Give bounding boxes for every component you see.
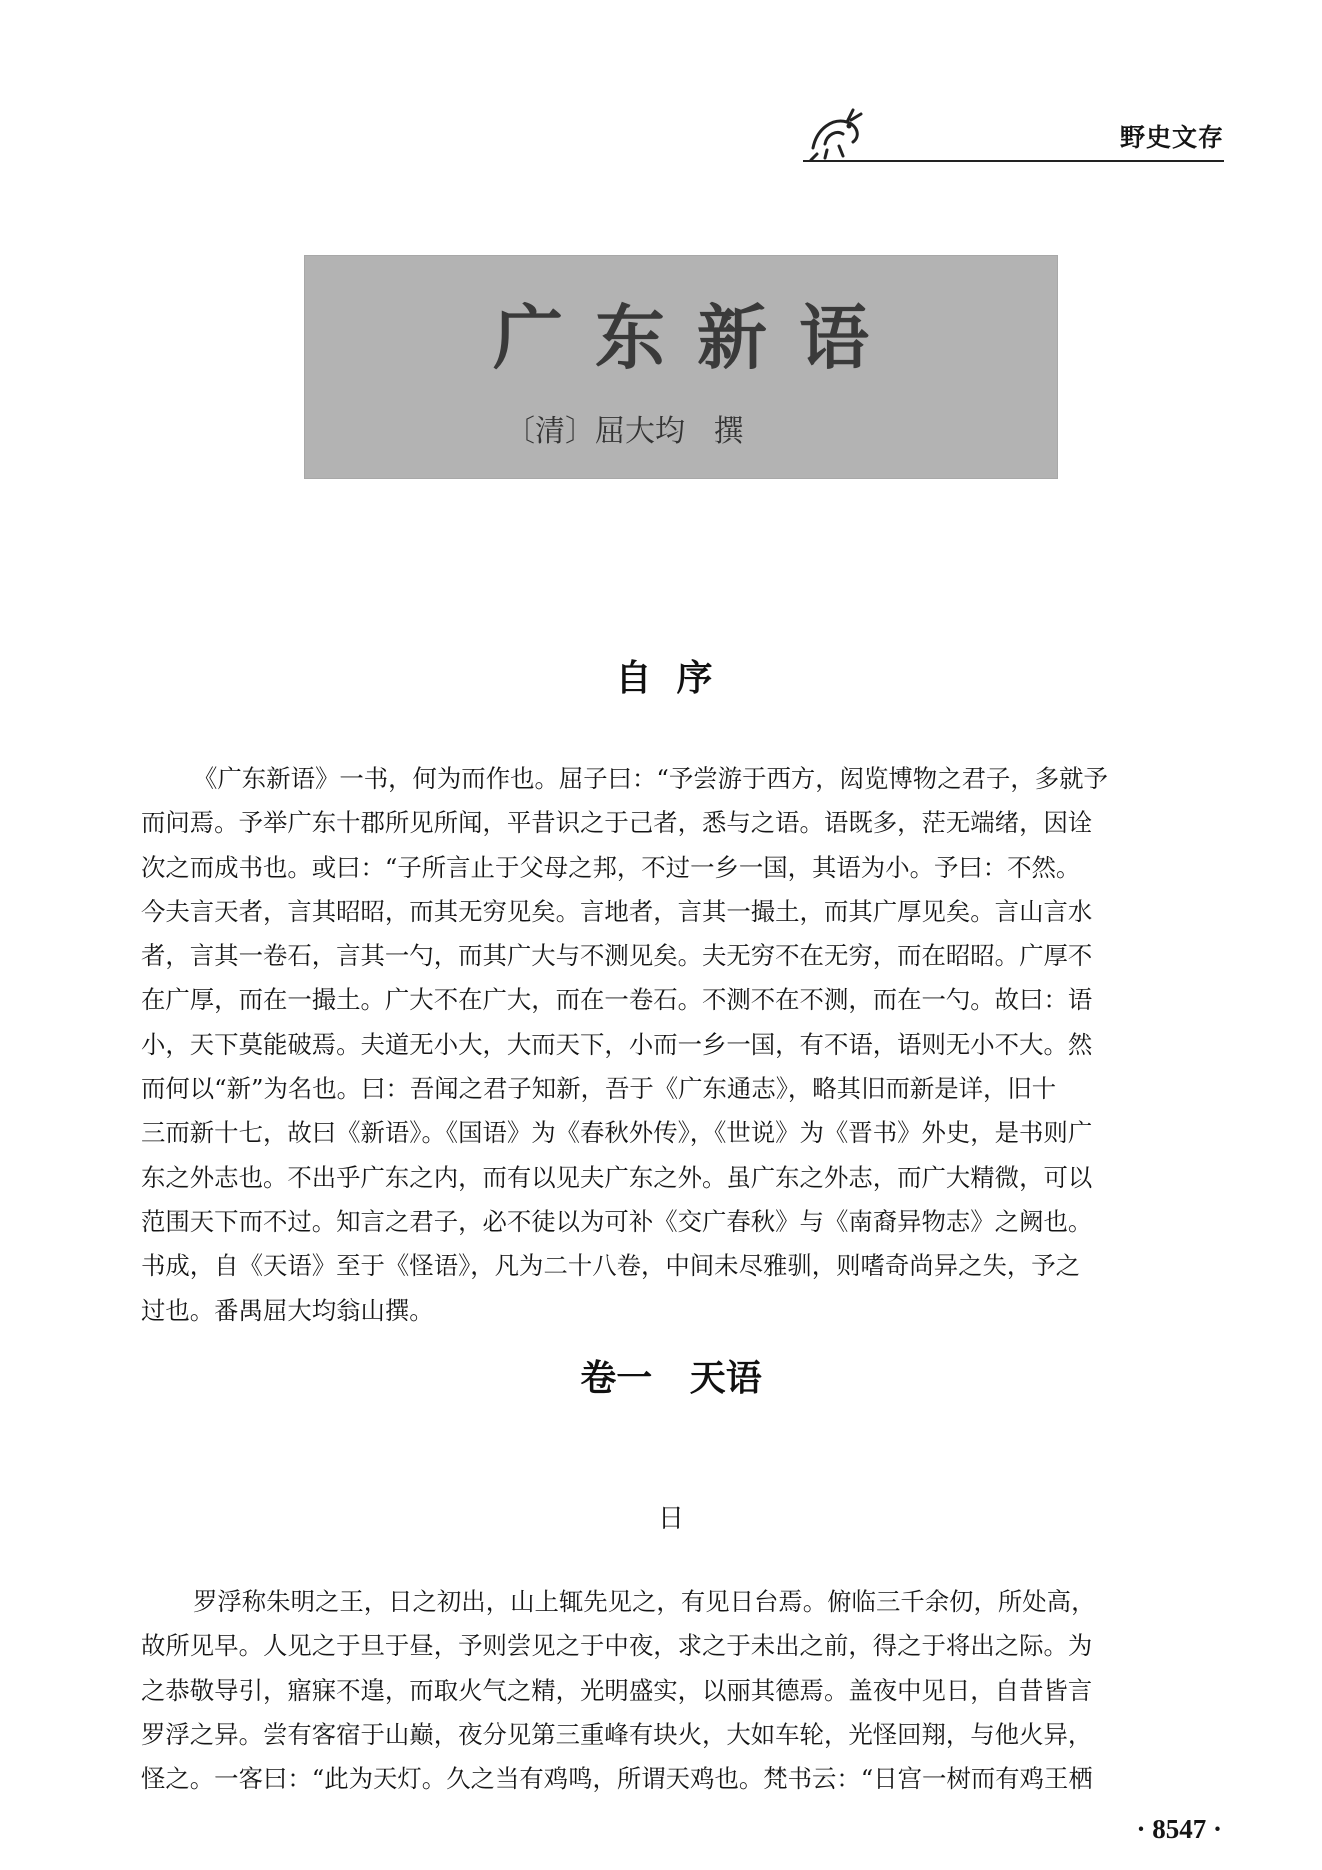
preface-line: 次之而成书也。或曰：“子所言止于父母之邦，不过一乡一国，其语为小。予曰：不然。 [141,852,1081,882]
preface-line: 小，天下莫能破焉。夫道无小大，大而天下，小而一乡一国，有不语，语则无小不大。然 [141,1029,1093,1059]
page-number: · 8547 · [1136,1814,1222,1844]
dragon-emblem-icon [803,98,869,164]
chapter-line: 之恭敬导引，寤寐不遑，而取火气之精，光明盛实，以丽其德焉。盖夜中见日，自昔皆言 [141,1675,1093,1705]
title-banner [305,256,1057,478]
preface-line: 书成，自《天语》至于《怪语》，凡为二十八卷，中间未尽雅驯，则嗜奇尚异之失，予之 [141,1251,1081,1281]
chapter-line: 故所见早。人见之于旦于昼，予则尝见之于中夜，求之于未出之前，得之于将出之际。为 [141,1631,1093,1661]
author-line: 〔清〕屈大均 撰 [505,414,744,449]
header-rule [803,160,1224,162]
chapter-paragraph [141,1580,1230,1801]
preface-line: 过也。番禺屈大均翁山撰。 [141,1295,434,1325]
preface-line: 而何以“新”为名也。曰：吾闻之君子知新，吾于《广东通志》，略其旧而新是详，旧十 [141,1074,1057,1104]
chapter-line: 罗浮之异。尝有客宿于山巅，夜分见第三重峰有块火，大如车轮，光怪回翔，与他火异， [141,1719,1093,1749]
preface-paragraph [141,757,1230,1333]
preface-line: 在广厚，而在一撮土。广大不在广大，而在一卷石。不测不在不测，而在一勺。故曰：语 [141,985,1093,1015]
preface-line: 范围天下而不过。知言之君子，必不徒以为可补《交广春秋》与《南裔异物志》之阙也。 [141,1206,1093,1236]
preface-line: 者，言其一卷石，言其一勺，而其广大与不测见矣。夫无穷不在无穷，而在昭昭。广厚不 [141,941,1093,971]
chapter-line: 怪之。一客曰：“此为天灯。久之当有鸡鸣，所谓天鸡也。梵书云：“日宫一树而有鸡王栖 [141,1764,1093,1794]
preface-line: 三而新十七，故曰《新语》。《国语》为《春秋外传》，《世说》为《晋书》外史，是书则广 [141,1118,1093,1148]
preface-line: 而问焉。予举广东十郡所见所闻，平昔识之于己者，悉与之语。语既多，茫无端绪，因诠 [141,808,1093,838]
preface-line: 今夫言天者，言其昭昭，而其无穷见矣。言地者，言其一撮土，而其广厚见矣。言山言水 [141,896,1093,926]
chapter-line: 罗浮称朱明之王，日之初出，山上辄先见之，有见日台焉。俯临三千余仞，所处高， [193,1587,1096,1616]
chapter-heading: 卷一 天语 [580,1358,762,1399]
preface-heading: 自 序 [615,658,713,699]
preface-line: 《广东新语》一书，何为而作也。屈子曰：“予尝游于西方，闳览博物之君子，多就予 [193,764,1108,793]
preface-line: 东之外志也。不出乎广东之内，而有以见夫广东之外。虽广东之外志，而广大精微，可以 [141,1162,1093,1192]
book-title: 广东新语 [493,297,901,379]
series-title: 野史文存 [1119,123,1224,152]
section-subheading: 日 [657,1504,684,1534]
